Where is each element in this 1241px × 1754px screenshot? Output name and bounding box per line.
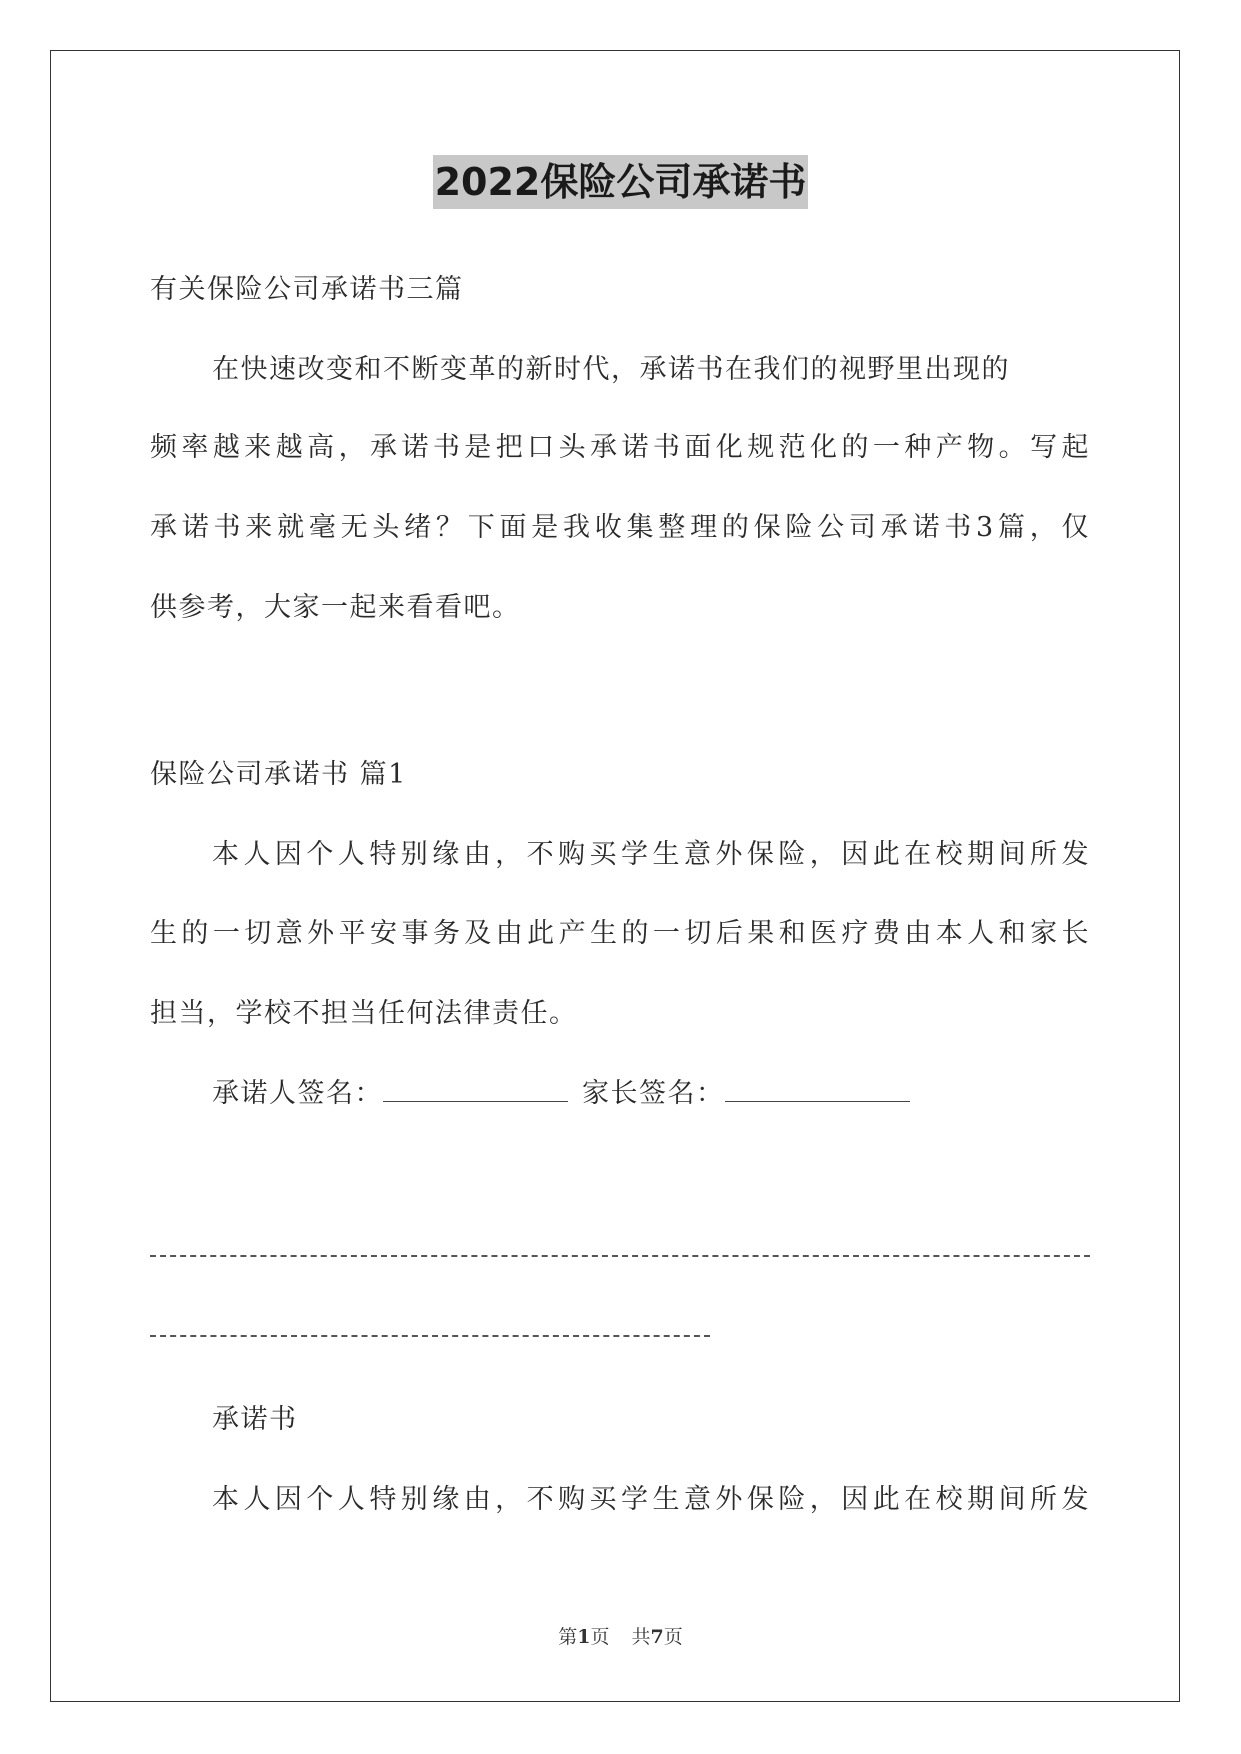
footer-page-total: 7 bbox=[650, 1626, 664, 1648]
signature-row bbox=[212, 1074, 1152, 1114]
intro-line-2: 频率越来越高，承诺书是把口头承诺书面化规范化的一种产物。写起 bbox=[150, 432, 1090, 463]
footer-page-prefix: 第 bbox=[558, 1626, 578, 1648]
footer-total-suffix: 页 bbox=[663, 1626, 683, 1648]
document-title: 2022保险公司承诺书 bbox=[433, 155, 809, 209]
closing-line: 本人因个人特别缘由，不购买学生意外保险，因此在校期间所发 bbox=[212, 1484, 1090, 1515]
document-subtitle: 有关保险公司承诺书三篇 bbox=[150, 274, 464, 305]
parent-signature-label: 家长签名： bbox=[582, 1078, 725, 1109]
dashed-divider-1 bbox=[150, 1255, 1090, 1257]
footer-page-mid: 页 bbox=[590, 1626, 610, 1648]
sub-heading: 承诺书 bbox=[212, 1404, 298, 1435]
section1-line-3: 担当，学校不担当任何法律责任。 bbox=[150, 998, 578, 1029]
promiser-signature-label: 承诺人签名： bbox=[212, 1078, 383, 1109]
promiser-signature-blank bbox=[383, 1075, 568, 1102]
section1-line-2: 生的一切意外平安事务及由此产生的一切后果和医疗费由本人和家长 bbox=[150, 918, 1090, 949]
intro-line-3: 承诺书来就毫无头绪？下面是我收集整理的保险公司承诺书3篇，仅 bbox=[150, 512, 1090, 543]
section1-heading: 保险公司承诺书 篇1 bbox=[150, 759, 407, 790]
section1-line-1: 本人因个人特别缘由，不购买学生意外保险，因此在校期间所发 bbox=[212, 839, 1090, 870]
parent-signature-blank bbox=[725, 1075, 910, 1102]
intro-line-1: 在快速改变和不断变革的新时代，承诺书在我们的视野里出现的 bbox=[212, 354, 1010, 385]
footer-total-prefix: 共 bbox=[631, 1626, 651, 1648]
page-footer bbox=[0, 1622, 1241, 1649]
footer-page-current: 1 bbox=[577, 1626, 591, 1648]
intro-line-4: 供参考，大家一起来看看吧。 bbox=[150, 592, 521, 623]
dashed-divider-2 bbox=[150, 1335, 710, 1337]
title-wrapper bbox=[0, 155, 1241, 209]
